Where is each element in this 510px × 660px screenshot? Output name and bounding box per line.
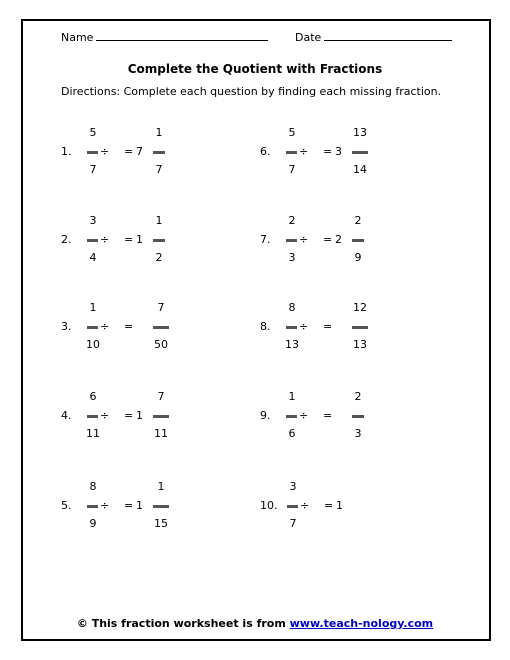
- whole-number: 1: [136, 233, 143, 246]
- equals-sign: =: [323, 145, 333, 158]
- problem-number: 4.: [61, 409, 72, 422]
- problem-number: 6.: [260, 145, 271, 158]
- whole-number: 2: [335, 233, 342, 246]
- equals-sign: =: [124, 499, 134, 512]
- result-fraction-bar: [153, 326, 169, 329]
- fraction-bar: [87, 505, 98, 508]
- result-numerator: 2: [354, 214, 362, 227]
- result-denominator: 7: [155, 163, 163, 176]
- result-fraction-bar: [352, 239, 364, 242]
- date-field: [295, 30, 452, 44]
- result-numerator: 1: [155, 214, 163, 227]
- problem-number: 8.: [260, 320, 271, 333]
- equals-sign: =: [124, 320, 134, 333]
- result-denominator: 2: [155, 251, 163, 264]
- worksheet-title: Complete the Quotient with Fractions: [127, 62, 383, 76]
- numerator: 1: [288, 390, 296, 403]
- name-blank: [96, 30, 268, 41]
- denominator: 10: [86, 338, 100, 351]
- numerator: 3: [89, 214, 97, 227]
- divide-sign: ÷: [100, 233, 110, 246]
- denominator: 9: [89, 517, 97, 530]
- footer-link[interactable]: www.teach-nology.com: [289, 617, 434, 630]
- result-numerator: 1: [155, 126, 163, 139]
- divide-sign: ÷: [100, 499, 110, 512]
- result-fraction-bar: [153, 151, 165, 154]
- equals-sign: =: [324, 499, 334, 512]
- result-denominator: 50: [154, 338, 168, 351]
- result-numerator: 12: [353, 301, 367, 314]
- directions-text: Directions: Complete each question by finding each missing fraction.: [61, 85, 442, 98]
- whole-number: 7: [136, 145, 143, 158]
- result-denominator: 15: [154, 517, 168, 530]
- problem-number: 10.: [260, 499, 278, 512]
- result-fraction-bar: [153, 239, 165, 242]
- numerator: 8: [89, 480, 97, 493]
- equals-sign: =: [323, 409, 333, 422]
- result-denominator: 9: [354, 251, 362, 264]
- fraction-bar: [286, 239, 297, 242]
- divide-sign: ÷: [299, 320, 309, 333]
- footer: [0, 617, 510, 630]
- fraction-bar: [87, 151, 98, 154]
- divide-sign: ÷: [100, 145, 110, 158]
- problem-number: 3.: [61, 320, 72, 333]
- equals-sign: =: [124, 145, 134, 158]
- denominator: 7: [288, 163, 296, 176]
- denominator: 7: [289, 517, 297, 530]
- result-numerator: 7: [157, 301, 165, 314]
- denominator: 11: [86, 427, 100, 440]
- divide-sign: ÷: [100, 409, 110, 422]
- result-numerator: 13: [353, 126, 367, 139]
- footer-text: © This fraction worksheet is from: [76, 617, 286, 630]
- divide-sign: ÷: [300, 499, 310, 512]
- problem-number: 7.: [260, 233, 271, 246]
- numerator: 1: [89, 301, 97, 314]
- result-fraction-bar: [352, 326, 368, 329]
- numerator: 3: [289, 480, 297, 493]
- worksheet-border: [21, 19, 491, 641]
- result-fraction-bar: [352, 151, 368, 154]
- denominator: 3: [288, 251, 296, 264]
- numerator: 6: [89, 390, 97, 403]
- equals-sign: =: [323, 320, 333, 333]
- result-denominator: 14: [353, 163, 367, 176]
- numerator: 8: [288, 301, 296, 314]
- problem-number: 5.: [61, 499, 72, 512]
- fraction-bar: [286, 151, 297, 154]
- denominator: 7: [89, 163, 97, 176]
- divide-sign: ÷: [299, 145, 309, 158]
- result-fraction-bar: [153, 415, 169, 418]
- denominator: 4: [89, 251, 97, 264]
- result-numerator: 1: [157, 480, 165, 493]
- whole-number: 3: [335, 145, 342, 158]
- fraction-bar: [286, 326, 297, 329]
- numerator: 5: [288, 126, 296, 139]
- fraction-bar: [287, 505, 298, 508]
- date-label: Date: [295, 31, 322, 44]
- name-label: Name: [61, 31, 94, 44]
- result-numerator: 7: [157, 390, 165, 403]
- equals-sign: =: [124, 409, 134, 422]
- whole-number: 1: [136, 499, 143, 512]
- result-numerator: 2: [354, 390, 362, 403]
- divide-sign: ÷: [299, 233, 309, 246]
- result-fraction-bar: [352, 415, 364, 418]
- fraction-bar: [87, 326, 98, 329]
- denominator: 13: [285, 338, 299, 351]
- equals-sign: =: [323, 233, 333, 246]
- whole-number: 1: [136, 409, 143, 422]
- fraction-bar: [87, 415, 98, 418]
- divide-sign: ÷: [100, 320, 110, 333]
- problem-number: 2.: [61, 233, 72, 246]
- fraction-bar: [286, 415, 297, 418]
- result-denominator: 13: [353, 338, 367, 351]
- result-fraction-bar: [153, 505, 169, 508]
- result-denominator: 3: [354, 427, 362, 440]
- problem-number: 9.: [260, 409, 271, 422]
- name-field: [61, 30, 268, 44]
- numerator: 2: [288, 214, 296, 227]
- divide-sign: ÷: [299, 409, 309, 422]
- fraction-bar: [87, 239, 98, 242]
- date-blank: [324, 30, 452, 41]
- result-denominator: 11: [154, 427, 168, 440]
- problem-number: 1.: [61, 145, 72, 158]
- denominator: 6: [288, 427, 296, 440]
- equals-sign: =: [124, 233, 134, 246]
- numerator: 5: [89, 126, 97, 139]
- whole-number: 1: [336, 499, 343, 512]
